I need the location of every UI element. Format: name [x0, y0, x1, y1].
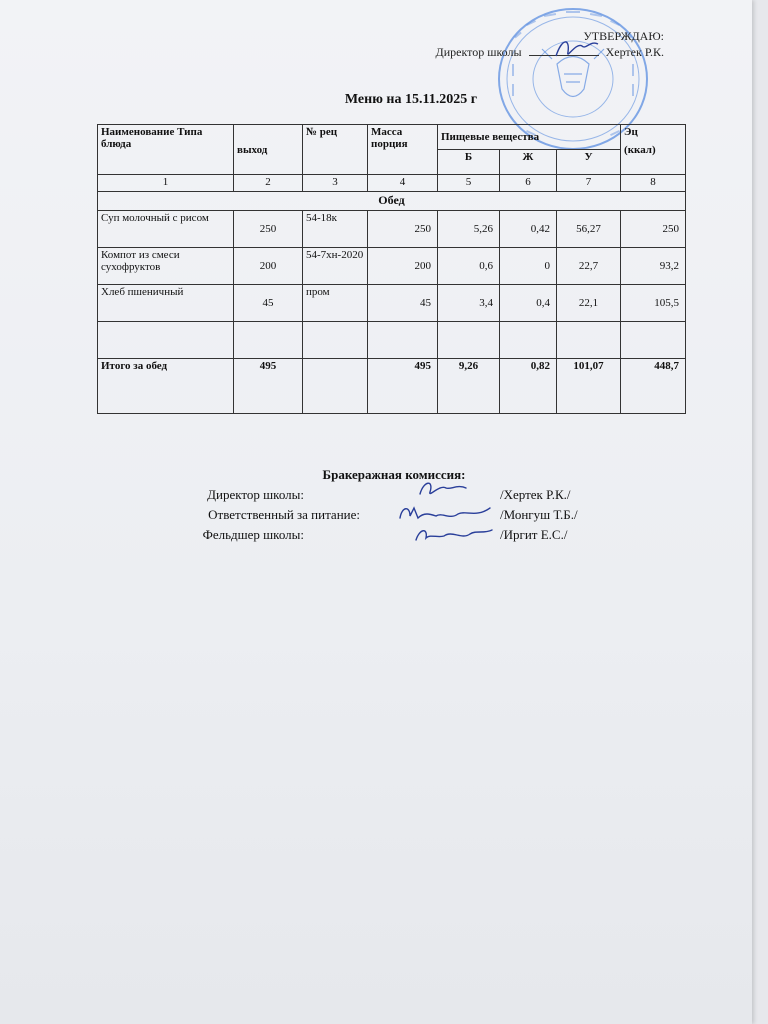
total-row [98, 359, 686, 414]
header-u: У [557, 150, 621, 175]
header-b: Б [438, 150, 500, 175]
dish-output: 200 [234, 248, 303, 285]
col-number: 4 [368, 175, 438, 192]
dish-recipe: 54-7хн-2020 [303, 248, 368, 285]
commission-member [0, 527, 752, 545]
table-row [98, 248, 686, 285]
total-fat: 0,82 [500, 359, 557, 414]
table-row [98, 285, 686, 322]
total-carbs: 101,07 [557, 359, 621, 414]
dish-energy: 250 [621, 211, 686, 248]
total-recipe [303, 359, 368, 414]
dish-protein: 5,26 [438, 211, 500, 248]
dish-output: 250 [234, 211, 303, 248]
col-number: 3 [303, 175, 368, 192]
column-number-row [98, 175, 686, 192]
commission-member [0, 507, 752, 525]
section-title: Обед [98, 192, 686, 211]
header-nutrients: Пищевые вещества [438, 125, 621, 150]
dish-carbs: 22,1 [557, 285, 621, 322]
total-energy: 448,7 [621, 359, 686, 414]
total-label: Итого за обед [98, 359, 234, 414]
dish-mass: 200 [368, 248, 438, 285]
commission-title: Бракеражная комиссия: [322, 467, 466, 482]
dish-name: Хлеб пшеничный [98, 285, 234, 322]
col-number: 7 [557, 175, 621, 192]
dish-carbs: 56,27 [557, 211, 621, 248]
dish-energy: 93,2 [621, 248, 686, 285]
col-number: 8 [621, 175, 686, 192]
approval-director-name: Хертек Р.К. [605, 45, 664, 59]
dish-output: 45 [234, 285, 303, 322]
dish-energy: 105,5 [621, 285, 686, 322]
dish-mass: 250 [368, 211, 438, 248]
approval-signature [552, 34, 602, 64]
commission-signatures [380, 478, 510, 558]
total-protein: 9,26 [438, 359, 500, 414]
table-header-row [98, 125, 686, 150]
col-number: 2 [234, 175, 303, 192]
col-number: 6 [500, 175, 557, 192]
header-energy-label: Эц [624, 126, 638, 138]
total-output: 495 [234, 359, 303, 414]
approval-block [436, 28, 664, 60]
dish-protein: 3,4 [438, 285, 500, 322]
header-energy [621, 125, 686, 175]
header-mass: Масса порция [368, 125, 438, 175]
dish-recipe: пром [303, 285, 368, 322]
member-name: /Монгуш Т.Б./ [500, 507, 578, 522]
dish-recipe: 54-18к [303, 211, 368, 248]
header-zh: Ж [500, 150, 557, 175]
member-role: Ответственный за питание: [208, 507, 360, 522]
approve-label: УТВЕРЖДАЮ: [583, 29, 664, 43]
dish-fat: 0,4 [500, 285, 557, 322]
dish-protein: 0,6 [438, 248, 500, 285]
dish-mass: 45 [368, 285, 438, 322]
approval-director-label: Директор школы [435, 45, 522, 59]
header-output: выход [234, 125, 303, 175]
member-name: /Иргит Е.С./ [500, 527, 568, 542]
header-recipe: № рец [303, 125, 368, 175]
total-mass: 495 [368, 359, 438, 414]
member-name: /Хертек Р.К./ [500, 487, 571, 502]
dish-name: Компот из смеси сухофруктов [98, 248, 234, 285]
empty-row [98, 322, 686, 359]
col-number: 5 [438, 175, 500, 192]
dish-fat: 0,42 [500, 211, 557, 248]
dish-fat: 0 [500, 248, 557, 285]
commission-block [0, 467, 752, 542]
section-row [98, 192, 686, 211]
menu-table [97, 124, 686, 414]
dish-carbs: 22,7 [557, 248, 621, 285]
commission-member [0, 487, 752, 505]
member-role: Директор школы: [207, 487, 304, 502]
member-role: Фельдшер школы: [202, 527, 304, 542]
table-row [98, 211, 686, 248]
menu-title: Меню на 15.11.2025 г [344, 92, 478, 107]
header-energy-unit: (ккал) [624, 144, 656, 156]
dish-name: Суп молочный с рисом [98, 211, 234, 248]
header-name: Наименование Типа блюда [98, 125, 234, 175]
col-number: 1 [98, 175, 234, 192]
